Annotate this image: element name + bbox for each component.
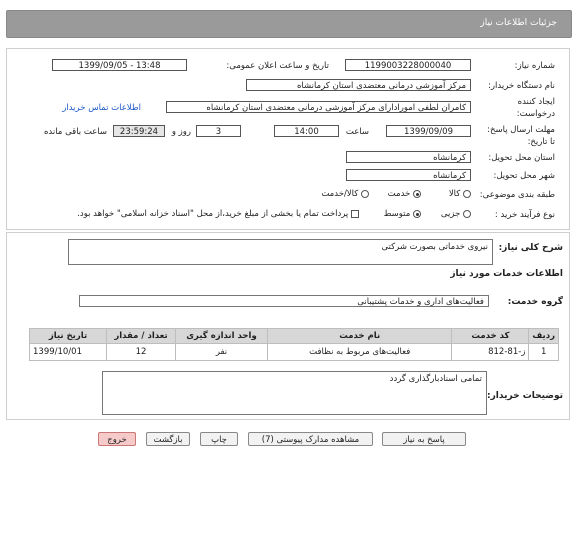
cell-row: 1 bbox=[529, 344, 559, 361]
announce-label: تاریخ و ساعت اعلان عمومی: bbox=[226, 61, 329, 71]
category-goods-service-radio[interactable] bbox=[361, 190, 369, 198]
buyer-org-label: نام دستگاه خریدار: bbox=[488, 81, 555, 91]
buyer-notes-label: توضیحات خریدار: bbox=[487, 391, 563, 401]
service-group-label: گروه خدمت: bbox=[507, 297, 563, 307]
process-option-minor[interactable] bbox=[441, 209, 471, 220]
remaining-days-field: 3 bbox=[196, 125, 241, 137]
creator-label-line2: درخواست: bbox=[516, 109, 555, 119]
col-date: تاریخ نیاز bbox=[30, 329, 107, 344]
category-option-goods[interactable] bbox=[449, 189, 471, 200]
action-bar bbox=[6, 432, 568, 448]
cell-qty: 12 bbox=[107, 344, 176, 361]
process-medium-label: متوسط bbox=[383, 209, 411, 219]
category-label: طبقه بندی موضوعی: bbox=[479, 190, 555, 200]
services-section-title: اطلاعات خدمات مورد نیاز bbox=[450, 269, 563, 279]
back-button[interactable]: بازگشت bbox=[146, 432, 190, 446]
cell-unit: نفر bbox=[176, 344, 268, 361]
services-table-header bbox=[30, 329, 559, 344]
buyer-org-field: مرکز آموزشی درمانی معتضدی استان کرمانشاه bbox=[246, 79, 471, 91]
process-minor-label: جزیی bbox=[440, 209, 461, 219]
treasury-payment-label: پرداخت تمام یا بخشی از مبلغ خرید،از محل "اسناد خزانه اسلامی" خواهد بود. bbox=[77, 209, 349, 219]
buyer-contact-link[interactable]: اطلاعات تماس خریدار bbox=[62, 103, 141, 113]
cell-name: فعالیت‌های مربوط به نظافت bbox=[268, 344, 452, 361]
need-number-field: 1199003228000040 bbox=[345, 59, 471, 71]
remaining-time-field: 23:59:24 bbox=[113, 125, 165, 137]
exit-button[interactable]: خروج bbox=[98, 432, 136, 446]
buyer-notes-field: تمامی اسنادبارگذاری گردد bbox=[102, 371, 487, 415]
deadline-time-label: ساعت bbox=[345, 127, 369, 137]
deadline-date-field: 1399/09/09 bbox=[386, 125, 471, 137]
page-title: جزئیات اطلاعات نیاز bbox=[480, 18, 557, 28]
deadline-label-line2: تا تاریخ: bbox=[527, 137, 555, 147]
need-info-panel bbox=[6, 48, 570, 230]
deadline-label-line1: مهلت ارسال پاسخ: bbox=[487, 125, 555, 135]
category-goods-radio[interactable] bbox=[463, 190, 471, 198]
title-bar bbox=[6, 10, 572, 38]
remaining-time-label: ساعت باقی مانده bbox=[43, 127, 107, 137]
process-minor-radio[interactable] bbox=[463, 210, 471, 218]
print-button[interactable]: چاپ bbox=[200, 432, 238, 446]
process-label: نوع فرآیند خرید : bbox=[494, 210, 555, 220]
category-service-label: خدمت bbox=[387, 189, 411, 199]
category-goods-label: کالا bbox=[448, 189, 461, 199]
col-unit: واحد اندازه گیری bbox=[176, 329, 268, 344]
creator-label-line1: ایجاد کننده bbox=[517, 97, 555, 107]
process-option-medium[interactable] bbox=[384, 209, 421, 220]
creator-field: کامران لطفی امورادارای مرکز آموزشی درمانی معتضدی استان کرمانشاه bbox=[166, 101, 471, 113]
summary-label: شرح کلی نیاز: bbox=[498, 243, 563, 253]
summary-field: نیروی خدماتی بصورت شرکتی bbox=[68, 239, 493, 265]
city-label: شهر محل تحویل: bbox=[493, 171, 555, 181]
table-row bbox=[30, 344, 559, 361]
category-service-radio[interactable] bbox=[413, 190, 421, 198]
need-details-panel bbox=[6, 232, 570, 420]
process-medium-radio[interactable] bbox=[413, 210, 421, 218]
category-option-goods-service[interactable] bbox=[321, 189, 369, 200]
treasury-payment-option[interactable] bbox=[77, 209, 359, 220]
need-number-label: شماره نیاز: bbox=[514, 61, 555, 71]
province-label: استان محل تحویل: bbox=[488, 153, 555, 163]
cell-date: 1399/10/01 bbox=[30, 344, 107, 361]
col-qty: تعداد / مقدار bbox=[107, 329, 176, 344]
province-field: کرمانشاه bbox=[346, 151, 471, 163]
attachments-button[interactable]: مشاهده مدارک پیوستی (7) bbox=[248, 432, 373, 446]
col-code: کد خدمت bbox=[452, 329, 529, 344]
treasury-payment-checkbox[interactable] bbox=[351, 210, 359, 218]
days-label: روز و bbox=[171, 127, 191, 137]
col-name: نام خدمت bbox=[268, 329, 452, 344]
announce-field: 1399/09/05 - 13:48 bbox=[52, 59, 187, 71]
category-option-service[interactable] bbox=[388, 189, 421, 200]
city-field: کرمانشاه bbox=[346, 169, 471, 181]
services-table bbox=[29, 328, 559, 361]
cell-code: ز-81-812 bbox=[452, 344, 529, 361]
service-group-field: فعالیت‌های اداری و خدمات پشتیبانی bbox=[79, 295, 489, 307]
deadline-time-field: 14:00 bbox=[274, 125, 339, 137]
reply-button[interactable]: پاسخ به نیاز bbox=[382, 432, 466, 446]
col-row: ردیف bbox=[529, 329, 559, 344]
category-goods-service-label: کالا/خدمت bbox=[321, 189, 359, 199]
